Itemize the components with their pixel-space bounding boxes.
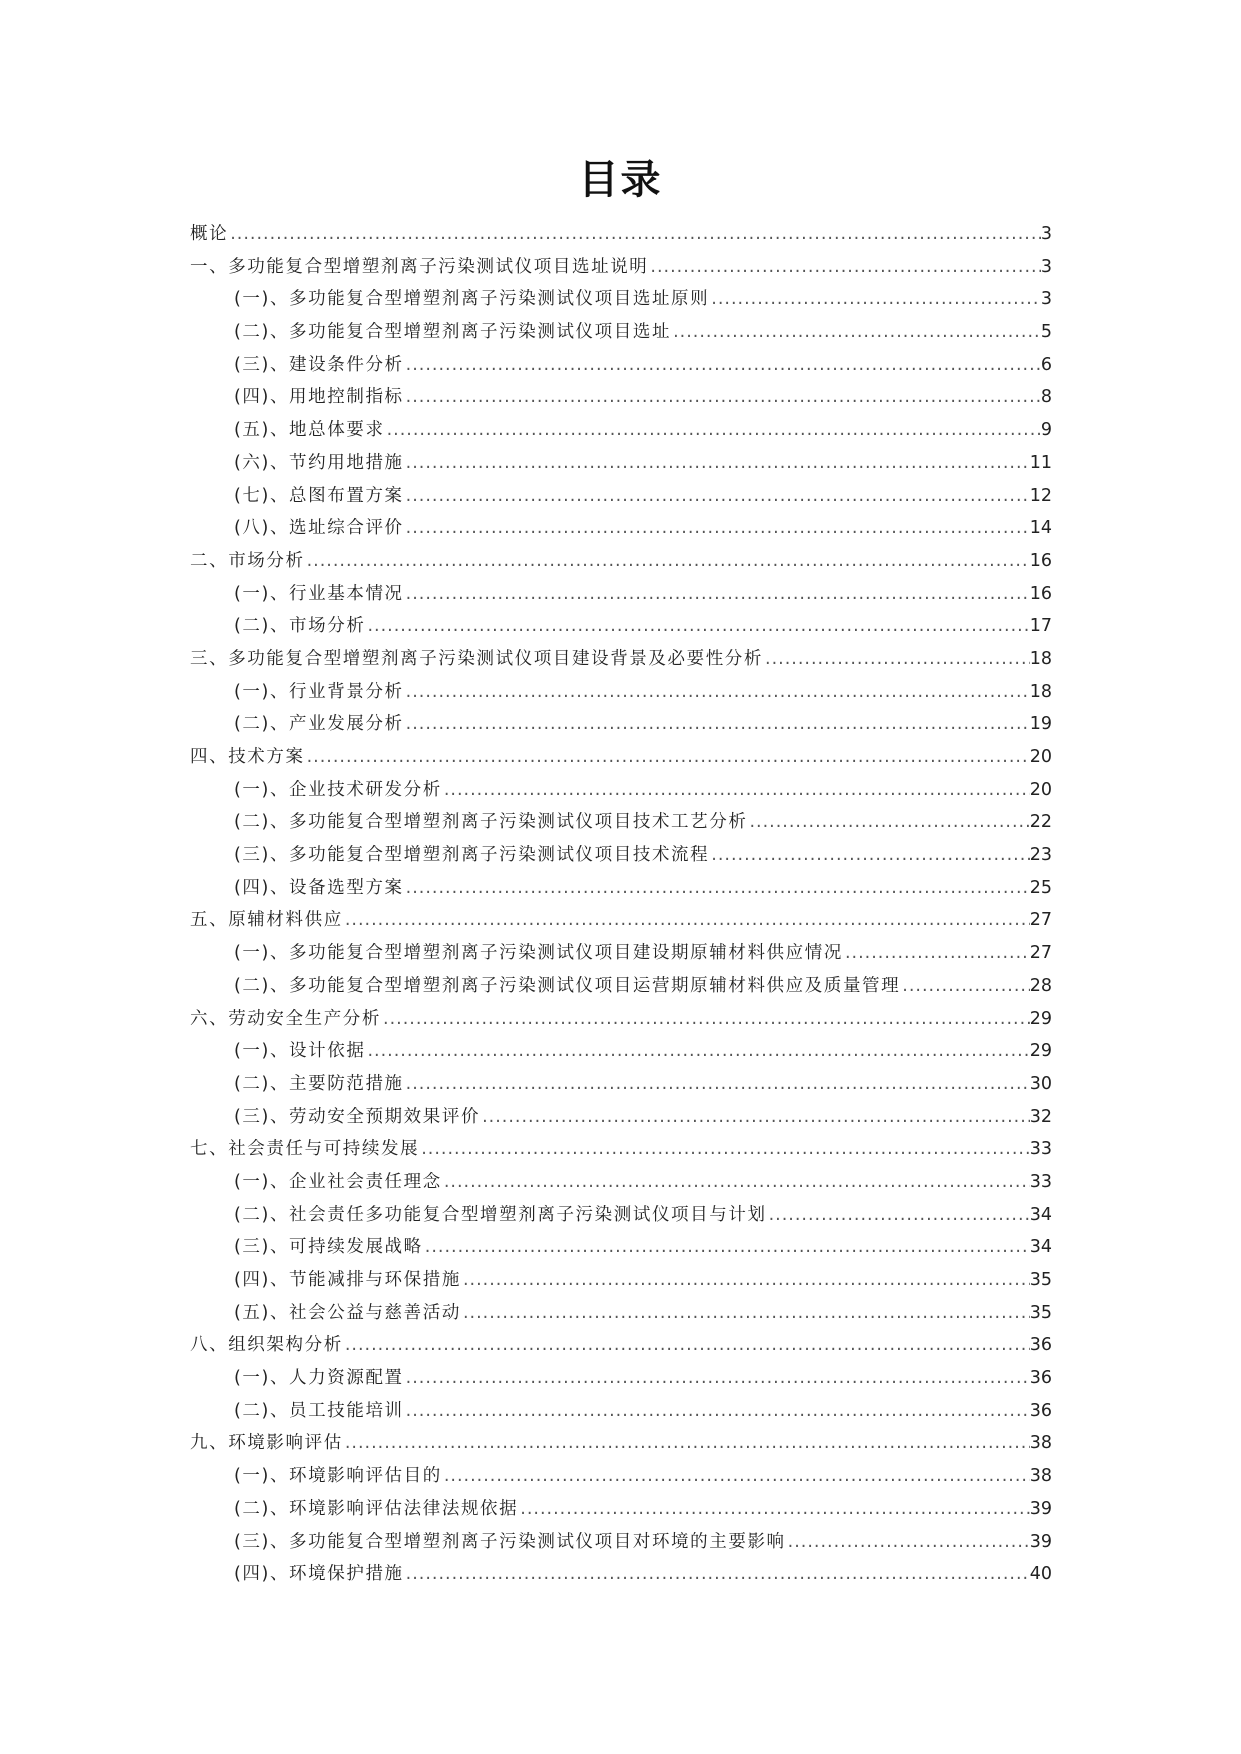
toc-dot-leader: [709, 283, 1041, 316]
toc-subentry[interactable]: [190, 970, 1052, 1003]
toc-entry[interactable]: [190, 251, 1052, 284]
toc-subentry[interactable]: [190, 283, 1052, 316]
toc-subentry[interactable]: [190, 1362, 1052, 1395]
toc-subentry[interactable]: [190, 1264, 1052, 1297]
toc-entry-label: (一)、行业基本情况: [234, 583, 404, 604]
toc-entry-label: (三)、多功能复合型增塑剂离子污染测试仪项目对环境的主要影响: [234, 1531, 786, 1552]
toc-entry[interactable]: [190, 741, 1052, 774]
toc-dot-leader: [461, 1297, 1030, 1330]
toc-entry-label: (一)、多功能复合型增塑剂离子污染测试仪项目建设期原辅材料供应情况: [234, 943, 843, 964]
toc-entry-label: (三)、可持续发展战略: [234, 1237, 423, 1258]
toc-page-number: 18: [1029, 648, 1052, 669]
toc-page-number: 40: [1029, 1564, 1052, 1585]
toc-page-number: 34: [1029, 1204, 1052, 1225]
toc-entry-label: (一)、人力资源配置: [234, 1368, 404, 1389]
toc-subentry[interactable]: [190, 447, 1052, 480]
toc-subentry[interactable]: [190, 839, 1052, 872]
toc-entry-label: (五)、社会公益与慈善活动: [234, 1302, 461, 1323]
toc-dot-leader: [404, 349, 1041, 382]
toc-dot-leader: [648, 251, 1040, 284]
toc-subentry[interactable]: [190, 1166, 1052, 1199]
toc-page-number: 36: [1029, 1400, 1052, 1421]
toc-page-number: 28: [1029, 975, 1052, 996]
toc-entry-label: (一)、设计依据: [234, 1041, 366, 1062]
toc-subentry[interactable]: [190, 708, 1052, 741]
toc-dot-leader: [404, 872, 1030, 905]
toc-dot-leader: [343, 1329, 1030, 1362]
toc-dot-leader: [404, 1362, 1030, 1395]
toc-entry-label: 七、社会责任与可持续发展: [190, 1139, 420, 1160]
toc-dot-leader: [442, 1166, 1030, 1199]
toc-entry-label: (二)、多功能复合型增塑剂离子污染测试仪项目技术工艺分析: [234, 812, 748, 833]
toc-subentry[interactable]: [190, 610, 1052, 643]
toc-page-number: 19: [1029, 714, 1052, 735]
toc-dot-leader: [461, 1264, 1030, 1297]
toc-page-number: 17: [1029, 616, 1052, 637]
toc-subentry[interactable]: [190, 1101, 1052, 1134]
toc-entry-label: (二)、主要防范措施: [234, 1073, 404, 1094]
toc-dot-leader: [671, 316, 1041, 349]
toc-entry[interactable]: [190, 1133, 1052, 1166]
toc-dot-leader: [404, 1558, 1030, 1591]
toc-page-number: 6: [1040, 354, 1052, 375]
toc-page-number: 29: [1029, 1008, 1052, 1029]
toc-entry-label: (五)、地总体要求: [234, 420, 385, 441]
toc-page-number: 34: [1029, 1237, 1052, 1258]
toc-entry-label: (六)、节约用地措施: [234, 452, 404, 473]
toc-dot-leader: [404, 1395, 1030, 1428]
toc-dot-leader: [518, 1493, 1029, 1526]
toc-page-number: 18: [1029, 681, 1052, 702]
toc-entry[interactable]: [190, 218, 1052, 251]
toc-subentry[interactable]: [190, 1035, 1052, 1068]
toc-subentry[interactable]: [190, 1297, 1052, 1330]
toc-dot-leader: [404, 578, 1030, 611]
toc-page-number: 3: [1040, 224, 1052, 244]
toc-entry-label: 八、组织架构分析: [190, 1335, 343, 1356]
toc-dot-leader: [385, 414, 1041, 447]
toc-dot-leader: [228, 218, 1041, 251]
toc-subentry[interactable]: [190, 1526, 1052, 1559]
toc-subentry[interactable]: [190, 578, 1052, 611]
toc-dot-leader: [442, 1460, 1030, 1493]
toc-subentry[interactable]: [190, 1493, 1052, 1526]
toc-dot-leader: [763, 643, 1030, 676]
toc-dot-leader: [480, 1101, 1030, 1134]
toc-page-number: 38: [1029, 1433, 1052, 1454]
toc-subentry[interactable]: [190, 774, 1052, 807]
toc-page-number: 29: [1029, 1041, 1052, 1062]
toc-dot-leader: [404, 1068, 1030, 1101]
toc-entry[interactable]: [190, 904, 1052, 937]
toc-page-number: 9: [1040, 420, 1052, 441]
toc-entry-label: (一)、企业社会责任理念: [234, 1171, 442, 1192]
toc-entry-label: (一)、企业技术研发分析: [234, 779, 442, 800]
toc-dot-leader: [709, 839, 1029, 872]
toc-dot-leader: [786, 1526, 1030, 1559]
toc-page-number: 38: [1029, 1466, 1052, 1487]
toc-entry-label: (八)、选址综合评价: [234, 518, 404, 539]
toc-entry-label: 概论: [190, 224, 229, 244]
toc-entry-label: (一)、环境影响评估目的: [234, 1466, 442, 1487]
toc-subentry[interactable]: [190, 349, 1052, 382]
toc-entry[interactable]: [190, 1427, 1052, 1460]
toc-entry-label: (四)、节能减排与环保措施: [234, 1270, 461, 1290]
toc-subentry[interactable]: [190, 1558, 1052, 1591]
toc-entry[interactable]: [190, 1003, 1052, 1036]
toc-entry-label: (七)、总图布置方案: [234, 485, 404, 506]
toc-page-number: 27: [1029, 910, 1052, 931]
toc-entry-label: 九、环境影响评估: [190, 1433, 343, 1454]
toc-subentry[interactable]: [190, 1395, 1052, 1428]
toc-entry-label: (三)、建设条件分析: [234, 354, 404, 375]
toc-dot-leader: [442, 774, 1030, 807]
toc-entry-label: (二)、市场分析: [234, 616, 366, 637]
toc-subentry[interactable]: [190, 1068, 1052, 1101]
toc-dot-leader: [404, 676, 1030, 709]
toc-page-number: 32: [1029, 1106, 1052, 1127]
toc-dot-leader: [343, 904, 1030, 937]
toc-subentry[interactable]: [190, 381, 1052, 414]
toc-entry-label: (三)、多功能复合型增塑剂离子污染测试仪项目技术流程: [234, 845, 710, 866]
toc-entry-label: 三、多功能复合型增塑剂离子污染测试仪项目建设背景及必要性分析: [190, 648, 763, 669]
toc-page-number: 5: [1040, 322, 1052, 343]
toc-entry-label: 六、劳动安全生产分析: [190, 1008, 381, 1029]
toc-page-number: 23: [1029, 845, 1052, 866]
toc-subentry[interactable]: [190, 937, 1052, 970]
toc-entry-label: (二)、多功能复合型增塑剂离子污染测试仪项目运营期原辅材料供应及质量管理: [234, 975, 901, 996]
toc-subentry[interactable]: [190, 806, 1052, 839]
toc-page-number: 33: [1029, 1171, 1052, 1192]
toc-entry-label: (二)、多功能复合型增塑剂离子污染测试仪项目选址: [234, 322, 672, 343]
toc-entry-label: (四)、设备选型方案: [234, 877, 404, 898]
toc-dot-leader: [747, 806, 1029, 839]
toc-page-number: 35: [1029, 1270, 1052, 1290]
toc-page-number: 8: [1040, 387, 1052, 408]
toc-subentry[interactable]: [190, 480, 1052, 513]
toc-dot-leader: [423, 1231, 1030, 1264]
toc-dot-leader: [365, 1035, 1029, 1068]
toc-dot-leader: [900, 970, 1029, 1003]
toc-entry-label: (二)、产业发展分析: [234, 714, 404, 735]
toc-entry-label: 一、多功能复合型增塑剂离子污染测试仪项目选址说明: [190, 256, 649, 277]
toc-dot-leader: [343, 1427, 1030, 1460]
toc-page-number: 22: [1029, 812, 1052, 833]
toc-entry-label: (二)、社会责任多功能复合型增塑剂离子污染测试仪项目与计划: [234, 1204, 767, 1225]
toc-page-number: 36: [1029, 1335, 1052, 1356]
toc-entry-label: 五、原辅材料供应: [190, 910, 343, 931]
toc-subentry[interactable]: [190, 676, 1052, 709]
toc-page-number: 3: [1040, 289, 1052, 310]
toc-entry-label: (一)、行业背景分析: [234, 681, 404, 702]
toc-page-number: 3: [1040, 256, 1052, 277]
toc-title: 目录: [578, 157, 663, 203]
toc-dot-leader: [305, 545, 1030, 578]
toc-entry[interactable]: [190, 1329, 1052, 1362]
toc-subentry[interactable]: [190, 872, 1052, 905]
toc-entry-label: (一)、多功能复合型增塑剂离子污染测试仪项目选址原则: [234, 289, 710, 310]
toc-page-number: 11: [1029, 452, 1052, 473]
toc-subentry[interactable]: [190, 414, 1052, 447]
toc-page-number: 36: [1029, 1368, 1052, 1389]
toc-page-number: 16: [1029, 550, 1052, 571]
toc-subentry[interactable]: [190, 1199, 1052, 1232]
toc-entry-label: (四)、环境保护措施: [234, 1564, 404, 1585]
toc-subentry[interactable]: [190, 1231, 1052, 1264]
toc-subentry[interactable]: [190, 316, 1052, 349]
table-of-contents: [190, 218, 1052, 1591]
toc-subentry[interactable]: [190, 1460, 1052, 1493]
toc-page-number: 39: [1029, 1531, 1052, 1552]
toc-dot-leader: [381, 1003, 1030, 1036]
toc-dot-leader: [767, 1199, 1030, 1232]
toc-page-number: 14: [1029, 518, 1052, 539]
toc-dot-leader: [843, 937, 1030, 970]
toc-page-number: 16: [1029, 583, 1052, 604]
toc-dot-leader: [419, 1133, 1030, 1166]
toc-entry-label: 二、市场分析: [190, 550, 305, 571]
toc-entry-label: (二)、环境影响评估法律法规依据: [234, 1498, 519, 1519]
toc-dot-leader: [404, 480, 1030, 513]
toc-dot-leader: [404, 512, 1030, 545]
toc-subentry[interactable]: [190, 512, 1052, 545]
toc-page-number: 30: [1029, 1073, 1052, 1094]
toc-page-number: 12: [1029, 485, 1052, 506]
toc-dot-leader: [404, 381, 1041, 414]
toc-page-number: 27: [1029, 943, 1052, 964]
toc-page-number: 33: [1029, 1139, 1052, 1160]
toc-entry-label: (二)、员工技能培训: [234, 1400, 404, 1421]
toc-dot-leader: [365, 610, 1029, 643]
toc-page-number: 20: [1029, 779, 1052, 800]
toc-page-number: 35: [1029, 1302, 1052, 1323]
toc-entry-label: (三)、劳动安全预期效果评价: [234, 1106, 481, 1127]
toc-page-number: 39: [1029, 1498, 1052, 1519]
toc-entry-label: (四)、用地控制指标: [234, 387, 404, 408]
toc-page-number: 20: [1029, 747, 1052, 767]
toc-dot-leader: [305, 741, 1030, 774]
toc-entry-label: 四、技术方案: [190, 747, 305, 767]
toc-entry[interactable]: [190, 643, 1052, 676]
toc-dot-leader: [404, 447, 1030, 480]
toc-page-number: 25: [1029, 877, 1052, 898]
toc-dot-leader: [404, 708, 1030, 741]
toc-entry[interactable]: [190, 545, 1052, 578]
